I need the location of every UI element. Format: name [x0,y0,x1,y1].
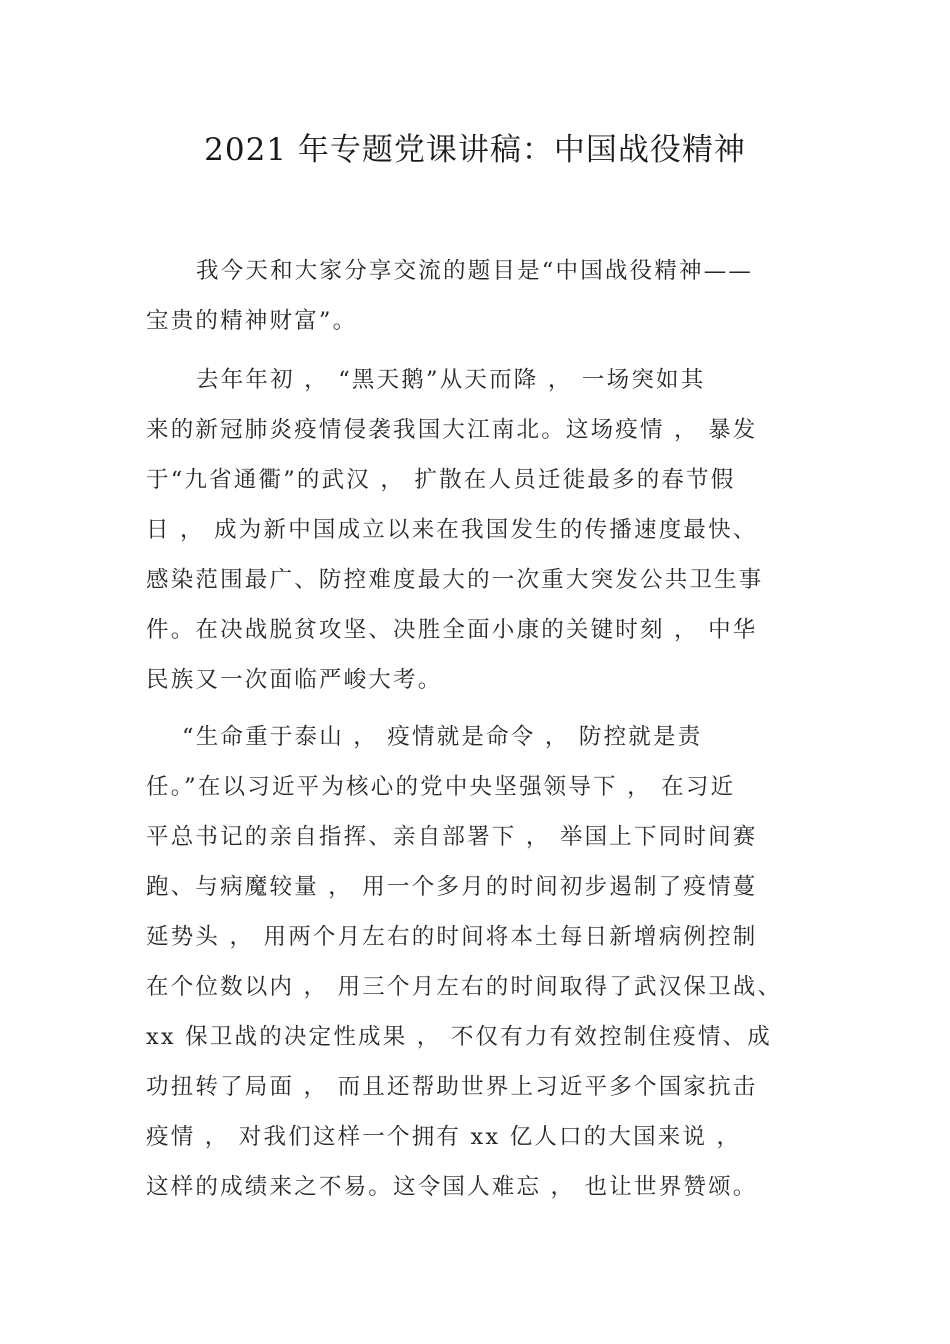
text-line: 疫情 ， 对我们这样一个拥有 xx 亿人口的大国来说 ， [146,1124,742,1150]
text-line: 日 ， 成为新中国成立以来在我国发生的传播速度最快、 [146,517,758,543]
text-line: xx 保卫战的决定性成果 ， 不仅有力有效控制住疫情、成 [146,1024,772,1050]
text-line: 跑、与病魔较量 ， 用一个多月的时间初步遏制了疫情蔓 [146,874,758,900]
paragraph-1 [146,246,808,346]
paragraph-3 [146,712,808,1212]
text-line: 民族又一次面临严峻大考。 [146,667,443,693]
text-line: 延势头 ， 用两个月左右的时间将本土每日新增病例控制 [146,924,758,950]
text-line: “生命重于泰山 ， 疫情就是命令 ， 防控就是责 [182,724,703,750]
text-line: 感染范围最广、防控难度最大的一次重大突发公共卫生事 [146,567,764,593]
text-line: 于“九省通衢”的武汉 ， 扩散在人员迁徙最多的春节假 [146,467,736,493]
text-line: 我今天和大家分享交流的题目是“中国战役精神—— [196,258,754,284]
paragraph-2 [146,355,808,705]
text-line: 来的新冠肺炎疫情侵袭我国大江南北。这场疫情 ， 暴发 [146,417,758,443]
text-line: 件。在决战脱贫攻坚、决胜全面小康的关键时刻 ， 中华 [146,617,758,643]
text-line: 平总书记的亲自指挥、亲自部署下 ， 举国上下同时间赛 [146,824,758,850]
text-line: 去年年初 ， “黑天鹅”从天而降 ， 一场突如其 [196,367,706,393]
text-line: 这样的成绩来之不易。这令国人难忘 ， 也让世界赞颂。 [146,1174,758,1200]
text-line: 任。”在以习近平为核心的党中央坚强领导下 ， 在习近 [146,774,736,800]
text-line: 宝贵的精神财富”。 [146,308,358,334]
document-title: 2021 年专题党课讲稿：中国战役精神 [204,132,746,168]
text-line: 功扭转了局面 ， 而且还帮助世界上习近平多个国家抗击 [146,1074,758,1100]
text-line: 在个位数以内 ， 用三个月左右的时间取得了武汉保卫战、 [146,974,783,1000]
